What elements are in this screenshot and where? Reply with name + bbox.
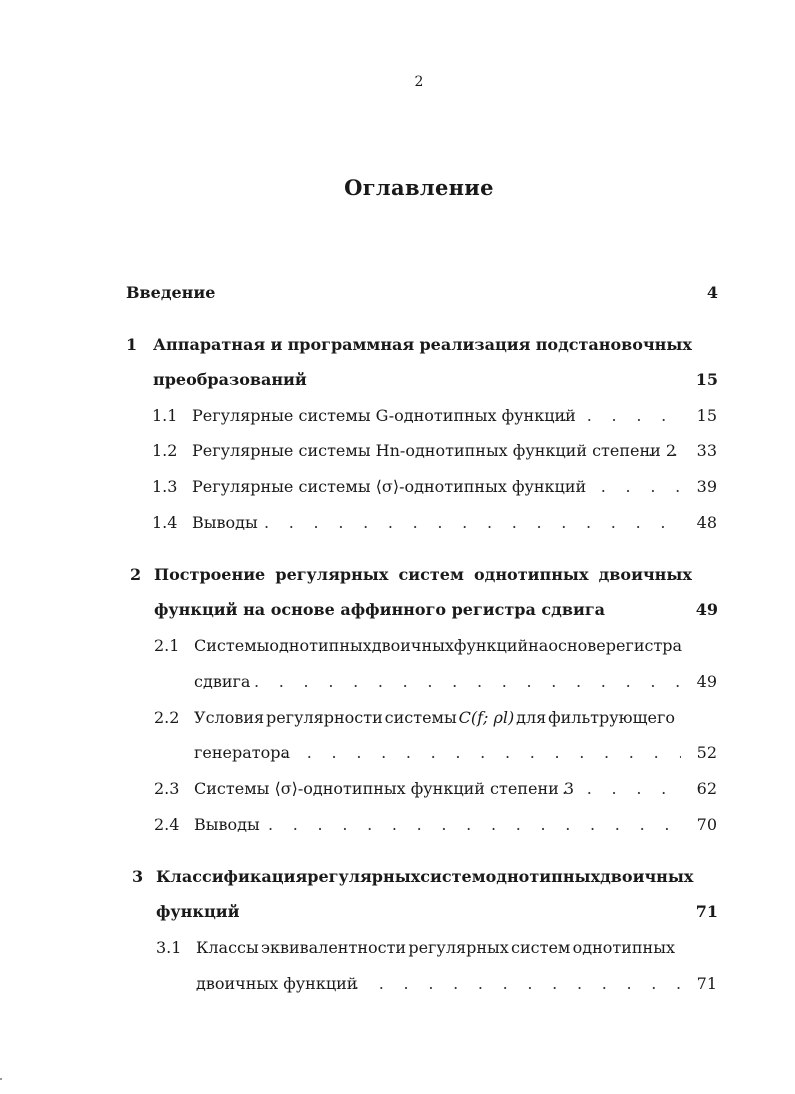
toc-intro-label: Введение [126, 283, 216, 302]
section-page: 48 [696, 513, 717, 532]
section-page: 15 [696, 406, 717, 425]
chapter-title-word: однотипных [474, 565, 589, 584]
chapter-title-word: и [270, 335, 283, 354]
toc-chapter-1[interactable] [126, 335, 692, 354]
toc-chapter-3-cont[interactable] [156, 902, 718, 921]
section-title-word: двоичных [371, 636, 454, 655]
dot-leader [254, 672, 681, 691]
section-title: Выводы [192, 513, 258, 532]
toc-chapter-1-cont[interactable] [153, 370, 718, 389]
chapter-title-word: регулярных [275, 565, 389, 584]
chapter-title-cont: функций на основе аффинного регистра сдвига [154, 600, 605, 619]
dot-leader [264, 513, 681, 532]
section-number: 3.1 [156, 938, 182, 957]
chapter-title-cont: преобразований [153, 370, 307, 389]
section-title: Выводы [194, 815, 260, 834]
toc-section-2-1-cont[interactable] [194, 672, 717, 691]
chapter-title-word: Классификация [156, 867, 308, 886]
chapter-title-word: двоичных [598, 565, 692, 584]
chapter-title-word: однотипных [485, 867, 601, 886]
section-title-formula: C(f; ρl) [458, 708, 515, 727]
section-number: 1.2 [152, 441, 178, 460]
section-title-word: однотипных [269, 636, 372, 655]
toc-section-3-1[interactable] [156, 938, 675, 957]
chapter-title-word: Аппаратная [153, 335, 266, 354]
section-number: 2.3 [154, 779, 180, 798]
section-number: 2.4 [154, 815, 180, 834]
chapter-title-word: программная [287, 335, 415, 354]
section-number: 1.3 [152, 477, 178, 496]
section-title: Регулярные системы ⟨σ⟩-однотипных функций [192, 477, 587, 496]
section-title-word: функций [453, 636, 529, 655]
chapter-number: 1 [126, 335, 138, 354]
section-title-cont: генератора [194, 743, 291, 762]
chapter-title-word: двоичных [600, 867, 694, 886]
chapter-title-word: Построение [154, 565, 266, 584]
toc-section-2-3[interactable] [154, 779, 717, 798]
dot-leader [268, 815, 681, 834]
section-page: 71 [696, 974, 717, 993]
dot-leader [282, 743, 681, 762]
chapter-title-cont: функций [156, 902, 240, 921]
section-title-word: на [528, 636, 549, 655]
chapter-title-word: реализация [419, 335, 531, 354]
toc-section-2-1[interactable] [154, 636, 683, 655]
section-page: 52 [696, 743, 717, 762]
toc-section-2-2[interactable] [154, 708, 675, 727]
section-title-word: фильтрующего [548, 708, 675, 727]
page-title: Оглавление [344, 175, 494, 200]
section-number: 2.1 [154, 636, 180, 655]
section-title-word: Условия [194, 708, 265, 727]
section-number: 2.2 [154, 708, 180, 727]
section-page: 49 [696, 672, 717, 691]
section-title-word: Системы [194, 636, 270, 655]
dot-leader [354, 974, 681, 993]
toc-intro[interactable] [126, 283, 718, 302]
section-title: Регулярные системы G-однотипных функций [192, 406, 576, 425]
section-page: 70 [696, 815, 717, 834]
chapter-title-word: систем [420, 867, 486, 886]
chapter-page: 71 [695, 902, 718, 921]
section-page: 39 [696, 477, 717, 496]
toc-section-3-1-cont[interactable] [196, 974, 717, 993]
section-title-cont: двоичных функций [196, 974, 358, 993]
section-title-word: систем [511, 938, 571, 957]
chapter-page: 49 [695, 600, 718, 619]
toc-section-1-1[interactable] [152, 406, 717, 425]
toc-section-2-2-cont[interactable] [194, 743, 717, 762]
section-title-word: однотипных [572, 938, 675, 957]
section-title-word: регулярных [408, 938, 509, 957]
dot-leader [576, 477, 681, 496]
toc-section-1-4[interactable] [152, 513, 717, 532]
toc-chapter-3[interactable] [132, 867, 692, 886]
dot-leader [562, 779, 681, 798]
section-title: Регулярные системы Hn-однотипных функций степени 2 [192, 441, 677, 460]
section-title-word: регулярности [265, 708, 383, 727]
chapter-number: 3 [132, 867, 144, 886]
toc-section-1-3[interactable] [152, 477, 717, 496]
section-number: 1.1 [152, 406, 178, 425]
toc-intro-page: 4 [706, 283, 718, 302]
chapter-title-word: систем [398, 565, 464, 584]
chapter-title-word: регулярных [307, 867, 421, 886]
section-page: 62 [696, 779, 717, 798]
section-title: Системы ⟨σ⟩-однотипных функций степени 3 [194, 779, 575, 798]
section-title-word: Классы [196, 938, 259, 957]
section-title-word: для [516, 708, 547, 727]
toc-chapter-2[interactable] [130, 565, 692, 584]
dot-leader [562, 406, 681, 425]
section-number: 1.4 [152, 513, 178, 532]
toc-chapter-2-cont[interactable] [154, 600, 718, 619]
chapter-page: 15 [695, 370, 718, 389]
toc-section-1-2[interactable] [152, 441, 717, 460]
section-title-word: основе [548, 636, 606, 655]
scan-mark [0, 1078, 2, 1080]
section-title-word: регистра [605, 636, 683, 655]
chapter-title-word: подстановочных [535, 335, 692, 354]
section-page: 33 [696, 441, 717, 460]
toc-section-2-4[interactable] [154, 815, 717, 834]
section-title-word: эквивалентности [260, 938, 407, 957]
page-number: 2 [414, 74, 424, 90]
section-title-word: системы [384, 708, 457, 727]
chapter-number: 2 [130, 565, 142, 584]
section-title-cont: сдвига [194, 672, 251, 691]
